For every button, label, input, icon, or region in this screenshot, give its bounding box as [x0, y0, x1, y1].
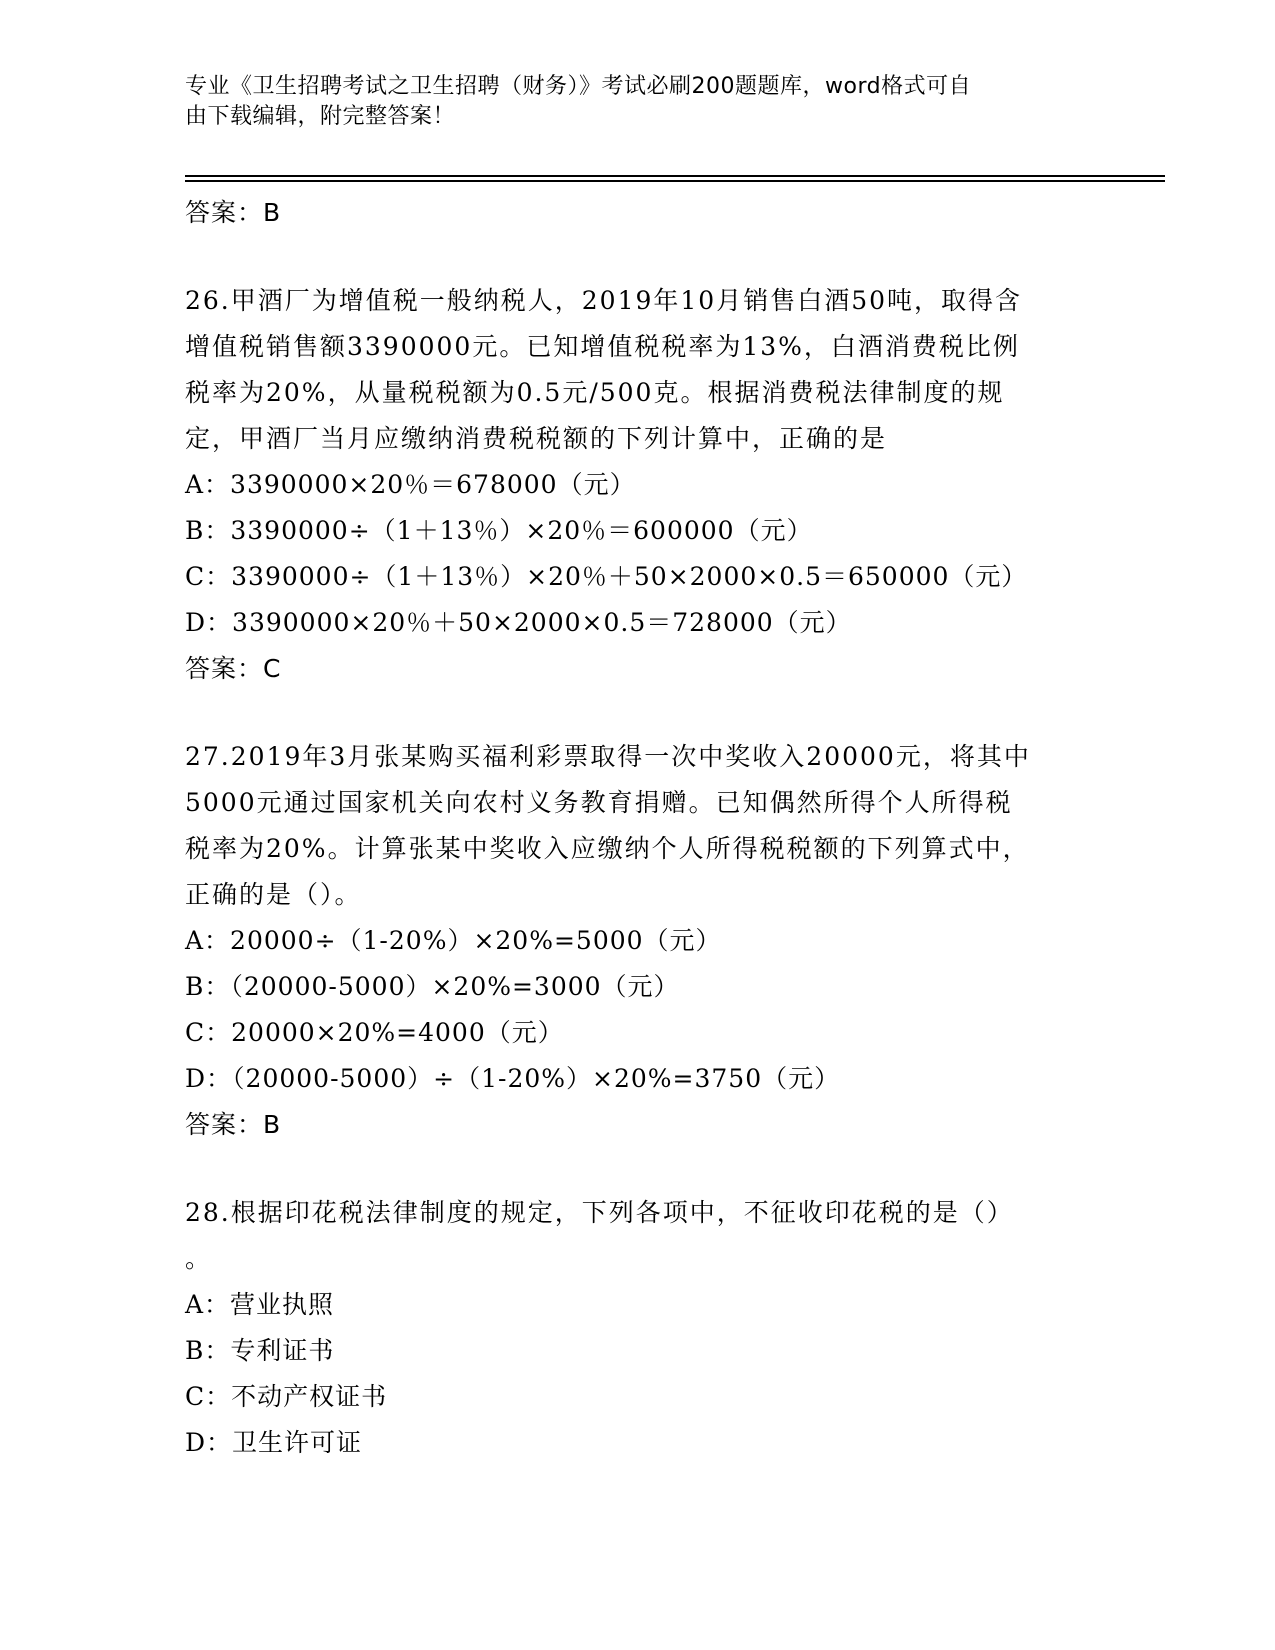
option-b: B：3390000÷（1＋13％）×20％＝600000（元）: [185, 516, 813, 545]
option-a: A：20000÷（1-20%）×20%=5000（元）: [185, 926, 722, 955]
question-28: [185, 1190, 1085, 1466]
question-number: 26.: [185, 286, 231, 315]
option-a: A：3390000×20％＝678000（元）: [185, 470, 636, 499]
question-line: 税率为20%，从量税税额为0.5元/500克。根据消费税法律制度的规: [185, 378, 1005, 407]
page-header: [185, 72, 1085, 132]
question-line: 定，甲酒厂当月应缴纳消费税税额的下列计算中，正确的是: [185, 424, 888, 453]
answer: 答案：C: [185, 654, 282, 683]
question-text: [185, 1190, 1085, 1282]
header-line-2: 由下载编辑，附完整答案！: [185, 104, 456, 129]
question-26: [185, 278, 1085, 691]
header-rule-bottom: [185, 180, 1165, 182]
header-rule-top: [185, 175, 1165, 177]
answer: 答案：B: [185, 1110, 282, 1139]
question-27: [185, 734, 1085, 1147]
question-line: 税率为20%。计算张某中奖收入应缴纳个人所得税税额的下列算式中，: [185, 834, 1030, 863]
question-line: [185, 1190, 1085, 1236]
question-text: [185, 734, 1085, 918]
question-line-text: 甲酒厂为增值税一般纳税人，2019年10月销售白酒50吨，取得含: [230, 286, 1023, 315]
option-c: C：不动产权证书: [185, 1382, 388, 1411]
spacer: [185, 691, 1085, 734]
question-line: [185, 734, 1085, 780]
spacer: [185, 1147, 1085, 1190]
option-b: B：（20000-5000）×20%=3000（元）: [185, 972, 680, 1001]
previous-answer: 答案：B: [185, 198, 282, 227]
question-line-text: 根据印花税法律制度的规定，下列各项中，不征收印花税的是（）: [230, 1198, 1014, 1227]
option-c: C：20000×20%=4000（元）: [185, 1018, 564, 1047]
option-b: B：专利证书: [185, 1336, 335, 1365]
option-d: D：卫生许可证: [185, 1428, 363, 1457]
header-line-1: 专业《卫生招聘考试之卫生招聘（财务）》考试必刷200题题库，word格式可自: [185, 74, 972, 99]
question-line-text: 2019年3月张某购买福利彩票取得一次中奖收入20000元，将其中: [230, 742, 1031, 771]
option-d: D：3390000×20％＋50×2000×0.5＝728000（元）: [185, 608, 852, 637]
option-c: C：3390000÷（1＋13％）×20％＋50×2000×0.5＝650000（元）: [185, 562, 1028, 591]
option-a: A：营业执照: [185, 1290, 335, 1319]
question-number: 28.: [185, 1198, 231, 1227]
question-content: [185, 190, 1085, 1466]
question-line: [185, 278, 1085, 324]
question-text: [185, 278, 1085, 462]
question-line: 5000元通过国家机关向农村义务教育捐赠。已知偶然所得个人所得税: [185, 788, 1013, 817]
question-number: 27.: [185, 742, 231, 771]
option-d: D：（20000-5000）÷（1-20%）×20%=3750（元）: [185, 1064, 841, 1093]
question-line: 。: [185, 1244, 213, 1273]
question-line: 增值税销售额3390000元。已知增值税税率为13%，白酒消费税比例: [185, 332, 1020, 361]
question-line: 正确的是（）。: [185, 880, 362, 909]
